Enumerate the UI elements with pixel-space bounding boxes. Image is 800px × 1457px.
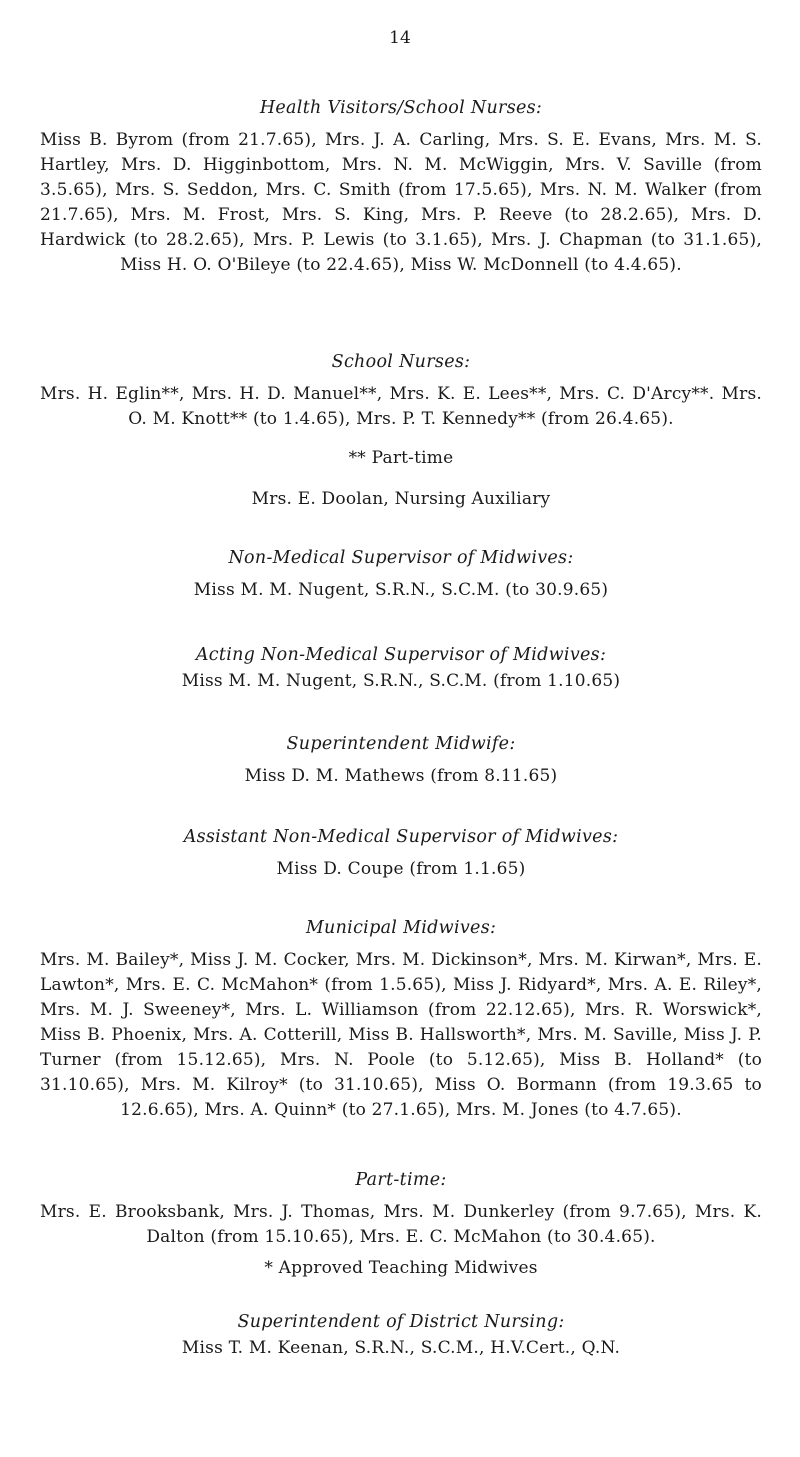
section-heading: Health Visitors/School Nurses: [259, 98, 543, 118]
section-assistant-non-medical-supervisor [40, 827, 762, 882]
section-health-visitors [40, 98, 762, 278]
section-school-nurses [40, 352, 762, 512]
section-non-medical-supervisor [40, 548, 762, 603]
section-municipal-midwives [40, 918, 762, 1123]
approved-teaching-note: * Approved Teaching Midwives [264, 1258, 538, 1278]
section-text: Miss M. M. Nugent, S.R.N., S.C.M. (to 30.9.65) [193, 580, 609, 600]
section-text: Miss T. M. Keenan, S.R.N., S.C.M., H.V.Cert., Q.N. [181, 1338, 621, 1358]
section-part-time [40, 1170, 762, 1281]
section-heading: Acting Non-Medical Supervisor of Midwives: [195, 645, 607, 665]
section-text: Mrs. M. Bailey*, Miss J. M. Cocker, Mrs. M. Dickinson*, Mrs. M. Kirwan*, Mrs. E. Lawton*, Mrs. E. C. McMahon* (from 1.5.65), Miss J. Ridyard*, Mrs. A. E. Riley*, Mrs. M. J. Sweeney*, Mrs. L. Williamson (from 22.12.65), Mrs. R. Worswick*, Miss B. Phoenix, Mrs. A. Cotterill, Miss B. Hallsworth*, Mrs. M. Saville, Miss J. P. Turner (from 15.12.65), Mrs. N. Poole (to 5.12.65), Miss B. Holland* (to 31.10.65), Mrs. M. Kilroy* (to 31.10.65), Miss O. Bormann (from 19.3.65 to 12.6.65), Mrs. A. Quinn* (to 27.1.65), Mrs. M. Jones (to 4.7.65). [40, 950, 762, 1120]
section-heading: Assistant Non-Medical Supervisor of Midwives: [183, 827, 619, 847]
part-time-note: ** Part-time [348, 448, 454, 468]
section-acting-non-medical-supervisor [40, 645, 762, 694]
nursing-auxiliary: Mrs. E. Doolan, Nursing Auxiliary [251, 489, 551, 509]
section-text: Miss D. Coupe (from 1.1.65) [276, 859, 526, 879]
section-heading: Non-Medical Supervisor of Midwives: [228, 548, 574, 568]
section-text: Mrs. H. Eglin**, Mrs. H. D. Manuel**, Mrs. K. E. Lees**, Mrs. C. D'Arcy**. Mrs. O. M. Knott** (to 1.4.65), Mrs. P. T. Kennedy** (from 26.4.65). [40, 384, 762, 429]
section-heading: Part-time: [355, 1170, 447, 1190]
section-superintendent-district-nursing [40, 1312, 762, 1361]
section-superintendent-midwife [40, 734, 762, 789]
section-text: Miss M. M. Nugent, S.R.N., S.C.M. (from 1.10.65) [181, 671, 621, 691]
section-heading: Superintendent Midwife: [286, 734, 516, 754]
section-heading: Municipal Midwives: [305, 918, 497, 938]
section-heading: Superintendent of District Nursing: [237, 1312, 565, 1332]
section-text: Miss B. Byrom (from 21.7.65), Mrs. J. A. Carling, Mrs. S. E. Evans, Mrs. M. S. Hartley, Mrs. D. Higginbottom, Mrs. N. M. McWiggin, Mrs. V. Saville (from 3.5.65), Mrs. S. Seddon, Mrs. C. Smith (from 17.5.65), Mrs. N. M. Walker (from 21.7.65), Mrs. M. Frost, Mrs. S. King, Mrs. P. Reeve (to 28.2.65), Mrs. D. Hardwick (to 28.2.65), Mrs. P. Lewis (to 3.1.65), Mrs. J. Chapman (to 31.1.65), Miss H. O. O'Bileye (to 22.4.65), Miss W. McDonnell (to 4.4.65). [40, 130, 762, 275]
page-number: 14 [389, 28, 411, 48]
section-text: Miss D. M. Mathews (from 8.11.65) [244, 766, 558, 786]
section-heading: School Nurses: [331, 352, 471, 372]
section-text: Mrs. E. Brooksbank, Mrs. J. Thomas, Mrs. M. Dunkerley (from 9.7.65), Mrs. K. Dalton (from 15.10.65), Mrs. E. C. McMahon (to 30.4.65). [40, 1202, 762, 1247]
